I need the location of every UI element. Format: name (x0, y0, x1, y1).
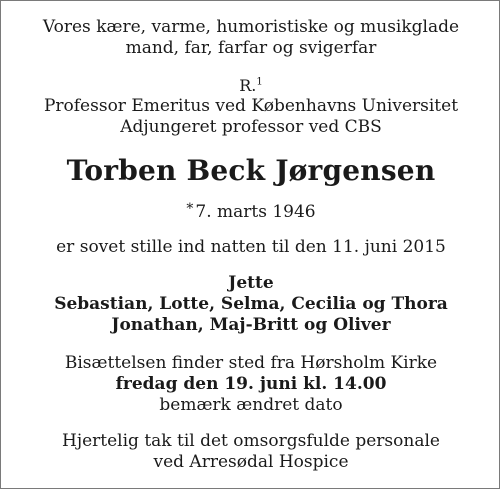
birth-section (1, 202, 500, 224)
funeral-note: bemærk ændret dato (159, 395, 343, 415)
death-section (1, 237, 500, 258)
birth-line (1, 202, 500, 224)
thanks-line-1: Hjertelig tak til det omsorgsfulde personale (62, 431, 440, 451)
funeral-date: fredag den 19. juni kl. 14.00 (115, 374, 387, 394)
honors-section (1, 75, 500, 138)
funeral-line-1: Bisættelsen finder sted fra Hørsholm Kirke (64, 353, 438, 373)
family-line-1: Jette (228, 273, 274, 293)
title-line-2: Adjungeret professor ved CBS (120, 117, 382, 137)
intro-section (1, 17, 500, 59)
thanks-line-2: ved Arresødal Hospice (153, 452, 349, 472)
funeral-section (1, 353, 500, 416)
rank-text: R. (239, 76, 257, 95)
title-line-1: Professor Emeritus ved Københavns Universitet (43, 96, 459, 116)
intro-line-1: Vores kære, varme, humoristiske og musikglade (42, 17, 460, 37)
rank-label (1, 75, 500, 96)
intro-line-2: mand, far, farfar og svigerfar (125, 38, 377, 58)
family-line-2: Sebastian, Lotte, Selma, Cecilia og Thora (54, 294, 448, 314)
rank-superscript: 1 (256, 76, 263, 88)
deceased-name: Torben Beck Jørgensen (66, 154, 436, 187)
family-line-3: Jonathan, Maj-Britt og Oliver (111, 315, 391, 335)
deceased-name-section (1, 155, 500, 187)
birth-star-icon: * (186, 201, 194, 217)
death-line: er sovet stille ind natten til den 11. juni 2015 (56, 237, 446, 257)
birth-date: 7. marts 1946 (195, 202, 316, 222)
thanks-section (1, 431, 500, 473)
family-section (1, 273, 500, 336)
